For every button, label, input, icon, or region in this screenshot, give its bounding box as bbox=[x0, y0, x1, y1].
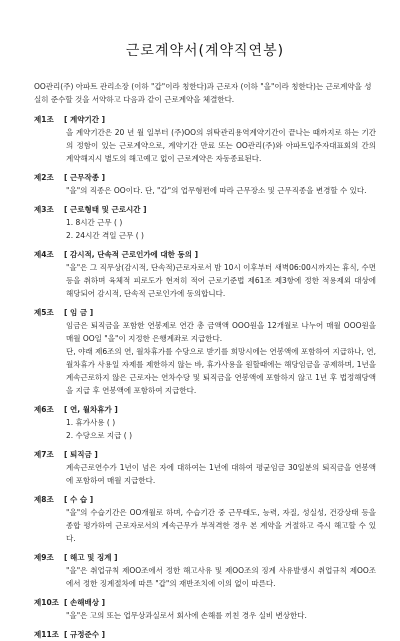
article-number: 제5조 bbox=[34, 308, 54, 317]
article-body bbox=[34, 461, 376, 487]
article-section bbox=[34, 113, 376, 165]
article-number: 제3조 bbox=[34, 205, 54, 214]
article-heading bbox=[34, 306, 376, 319]
article-body bbox=[34, 319, 376, 397]
article-body bbox=[34, 506, 376, 545]
article-section bbox=[34, 551, 376, 590]
article-title: [ 감시적, 단속적 근로인가에 대한 동의 ] bbox=[64, 250, 199, 259]
article-heading bbox=[34, 171, 376, 184]
article-section bbox=[34, 596, 376, 622]
article-paragraph: "을"의 수습기간은 OO개월로 하며, 수습기간 중 근무태도, 능력, 자질, 성실성, 건강상태 등을 종합 평가하여 근로자로서의 계속근무가 부적격한 경우 본 계약을 거절하고 즉시 해고할 수 있다. bbox=[66, 508, 376, 543]
article-body bbox=[34, 609, 376, 622]
article-section bbox=[34, 306, 376, 397]
article-paragraph: "을"은 그 직무상(감시적, 단속적)근로자로서 밤 10시 이후부터 새벽06:00시까지는 휴식, 수면 등을 취하며 육체적 피로도가 현저히 적어 근로기준법 제61조 제3항에 정한 적용제외 대상에 해당되어 감시적, 단속적 근로인가에 동의합니다. bbox=[66, 263, 376, 298]
article-section bbox=[34, 203, 376, 242]
article-title: [ 손해배상 ] bbox=[64, 598, 106, 607]
article-heading bbox=[34, 403, 376, 416]
article-number: 제6조 bbox=[34, 405, 54, 414]
article-section bbox=[34, 171, 376, 197]
article-title: [ 해고 및 징계 ] bbox=[64, 553, 118, 562]
article-paragraph: 2. 수당으로 지급 ( ) bbox=[66, 431, 133, 440]
article-paragraph: "을"은 취업규칙 제OO조에서 정한 해고사유 및 제OO조의 징계 사유발생시 취업규칙 제OO조에서 정한 징계절차에 따른 "갑"의 재반조치에 이의 없이 따른다. bbox=[66, 566, 376, 588]
article-body bbox=[34, 216, 376, 242]
article-title: [ 연, 월차휴가 ] bbox=[64, 405, 118, 414]
article-section bbox=[34, 628, 376, 641]
article-heading bbox=[34, 248, 376, 261]
article-heading bbox=[34, 551, 376, 564]
article-paragraph: 1. 휴가사용 ( ) bbox=[66, 418, 116, 427]
article-heading bbox=[34, 113, 376, 126]
article-heading bbox=[34, 596, 376, 609]
article-paragraph: 1. 8시간 근무 ( ) bbox=[66, 218, 123, 227]
article-heading bbox=[34, 628, 376, 641]
article-heading bbox=[34, 203, 376, 216]
article-paragraph: 단, 야래 제6조의 연, 월차휴가를 수당으로 받기를 희망시에는 연봉액에 포함하여 지급하나, 연, 월차휴가 사용일 자제를 제한하지 않는 바, 휴가사용을 원할때에는 해당임금을 공제하며, 1년을 계속근로하지 않은 근로자는 연차수당 및 퇴직금을 연봉액에 포함하지 않고 1년 후 법정해당액을 지급 후 연봉액에 포함하여 지급한다. bbox=[66, 347, 376, 395]
document-title: 근로계약서(계약직연봉) bbox=[125, 43, 285, 59]
article-body bbox=[34, 564, 376, 590]
article-number: 제2조 bbox=[34, 173, 54, 182]
intro-paragraph: OO관리(주) 아파트 관리소장 (이하 "갑"이라 칭한다)과 근로자 (이하 "을"이라 칭한다)는 근로계약을 성실히 준수할 것을 서약하고 다음과 같이 근로계약을 체결한다. bbox=[34, 82, 372, 104]
article-body bbox=[34, 126, 376, 165]
article-title: [ 규정준수 ] bbox=[64, 630, 106, 639]
article-heading bbox=[34, 448, 376, 461]
article-number: 제8조 bbox=[34, 495, 54, 504]
article-section bbox=[34, 248, 376, 300]
article-paragraph: "을"은 고의 또는 업무상과실로서 회사에 손해를 끼친 경우 실비 변상한다. bbox=[66, 611, 307, 620]
article-number: 제10조 bbox=[34, 598, 59, 607]
article-heading bbox=[34, 493, 376, 506]
article-number: 제11조 bbox=[34, 630, 59, 639]
article-title: [ 근무작종 ] bbox=[64, 173, 106, 182]
article-title: [ 임 금 ] bbox=[64, 308, 94, 317]
article-paragraph: 임금은 퇴직금을 포함한 연봉제로 연간 총 금액액 OOO원을 12개월로 나누어 매월 OOO원을 매월 OO일 "을"이 지정한 은행계좌로 지급한다. bbox=[66, 321, 376, 343]
article-body bbox=[34, 416, 376, 442]
article-number: 제4조 bbox=[34, 250, 54, 259]
article-paragraph: "을"의 직종은 OO이다. 단, "갑"의 업무형편에 따라 근무장소 및 근무직종을 변경할 수 있다. bbox=[66, 186, 367, 195]
articles-list bbox=[34, 113, 376, 641]
article-number: 제1조 bbox=[34, 115, 54, 124]
article-paragraph: 을 계약기간은 20 년 월 일부터 (주)OO의 위탁관리용역계약기간이 끝나는 때까지로 하는 기간의 정함이 있는 근로계약으로, 계약기간 만료 또는 OO관리(주)와 아파트입주자대표회의 간의 계약해지시 별도의 해고예고 없이 근로계약은 자동종료된다. bbox=[66, 128, 376, 163]
article-body bbox=[34, 184, 376, 197]
article-title: [ 수 습 ] bbox=[64, 495, 94, 504]
article-section bbox=[34, 493, 376, 545]
article-number: 제9조 bbox=[34, 553, 54, 562]
article-number: 제7조 bbox=[34, 450, 54, 459]
article-paragraph: 2. 24시간 격일 근무 ( ) bbox=[66, 231, 144, 240]
article-section bbox=[34, 403, 376, 442]
article-paragraph: 계속근로연수가 1년이 넘은 자에 대하여는 1년에 대하여 평균임금 30일분의 퇴직금을 연봉액에 포함하여 매월 지급한다. bbox=[66, 463, 376, 485]
article-body bbox=[34, 261, 376, 300]
article-title: [ 계약기간 ] bbox=[64, 115, 106, 124]
article-title: [ 근로형태 및 근로시간 ] bbox=[64, 205, 147, 214]
article-section bbox=[34, 448, 376, 487]
article-title: [ 퇴직금 ] bbox=[64, 450, 98, 459]
